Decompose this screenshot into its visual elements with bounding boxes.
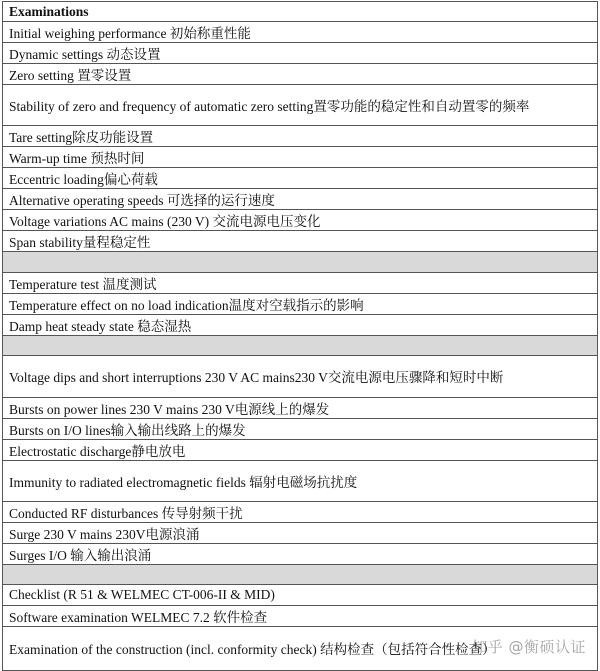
- watermark: 知乎 @衡硕认证: [472, 638, 586, 656]
- examination-item: Voltage dips and short interruptions 230 V AC mains230 V交流电源电压骤降和短时中断: [3, 356, 598, 397]
- examination-item: Temperature test 温度测试: [3, 272, 598, 293]
- table-row: [3, 293, 598, 314]
- table-row: [3, 147, 598, 168]
- examination-item: Stability of zero and frequency of automatic zero setting置零功能的稳定性和自动置零的频率: [3, 85, 598, 126]
- examination-item: Bursts on power lines 230 V mains 230 V电源线上的爆发: [3, 397, 598, 418]
- spacer-row: [3, 252, 598, 273]
- examinations-table: [2, 1, 598, 671]
- examination-item: Surge 230 V mains 230V电源浪涌: [3, 522, 598, 543]
- examination-item: Immunity to radiated electromagnetic fields 辐射电磁场抗扰度: [3, 460, 598, 501]
- spacer-cell: [3, 564, 598, 585]
- examination-item: Electrostatic discharge静电放电: [3, 439, 598, 460]
- table-row: [3, 543, 598, 564]
- table-row: [3, 605, 598, 626]
- examination-item: Warm-up time 预热时间: [3, 147, 598, 168]
- table-row: [3, 439, 598, 460]
- table-row: [3, 522, 598, 543]
- spacer-cell: [3, 252, 598, 273]
- examination-item: Eccentric loading偏心荷载: [3, 168, 598, 189]
- examination-item: Tare setting除皮功能设置: [3, 126, 598, 147]
- header-row: [3, 2, 598, 22]
- table-row: [3, 501, 598, 522]
- examination-item: Damp heat steady state 稳态湿热: [3, 314, 598, 335]
- examination-item: Alternative operating speeds 可选择的运行速度: [3, 189, 598, 210]
- table-row: [3, 314, 598, 335]
- table-row: [3, 585, 598, 606]
- table-row: [3, 22, 598, 43]
- examination-item: Bursts on I/O lines输入输出线路上的爆发: [3, 418, 598, 439]
- examination-item: Dynamic settings 动态设置: [3, 43, 598, 64]
- examination-item: Zero setting 置零设置: [3, 64, 598, 85]
- spacer-row: [3, 564, 598, 585]
- table-row: [3, 210, 598, 231]
- spacer-row: [3, 335, 598, 356]
- table-row: [3, 85, 598, 126]
- table-row: [3, 418, 598, 439]
- table-row: [3, 231, 598, 252]
- table-row: [3, 126, 598, 147]
- table-row: [3, 189, 598, 210]
- examination-item: Span stability量程稳定性: [3, 231, 598, 252]
- table-row: [3, 64, 598, 85]
- table-row: [3, 356, 598, 397]
- examination-item: Conducted RF disturbances 传导射频干扰: [3, 501, 598, 522]
- table-header: Examinations: [3, 2, 598, 22]
- examination-item: Temperature effect on no load indication温度对空载指示的影响: [3, 293, 598, 314]
- examination-item: Initial weighing performance 初始称重性能: [3, 22, 598, 43]
- examination-item: Software examination WELMEC 7.2 软件检查: [3, 605, 598, 626]
- table-row: [3, 43, 598, 64]
- examination-item: Surges I/O 输入输出浪涌: [3, 543, 598, 564]
- spacer-cell: [3, 335, 598, 356]
- table-row: [3, 460, 598, 501]
- table-row: [3, 168, 598, 189]
- examination-item: Voltage variations AC mains (230 V) 交流电源电压变化: [3, 210, 598, 231]
- examination-item: Examination of the construction (incl. conformity check) 结构检查（包括符合性检查）: [3, 626, 598, 670]
- examination-item: Checklist (R 51 & WELMEC CT-006-II & MID): [3, 585, 598, 606]
- table-row: [3, 397, 598, 418]
- table-row: [3, 272, 598, 293]
